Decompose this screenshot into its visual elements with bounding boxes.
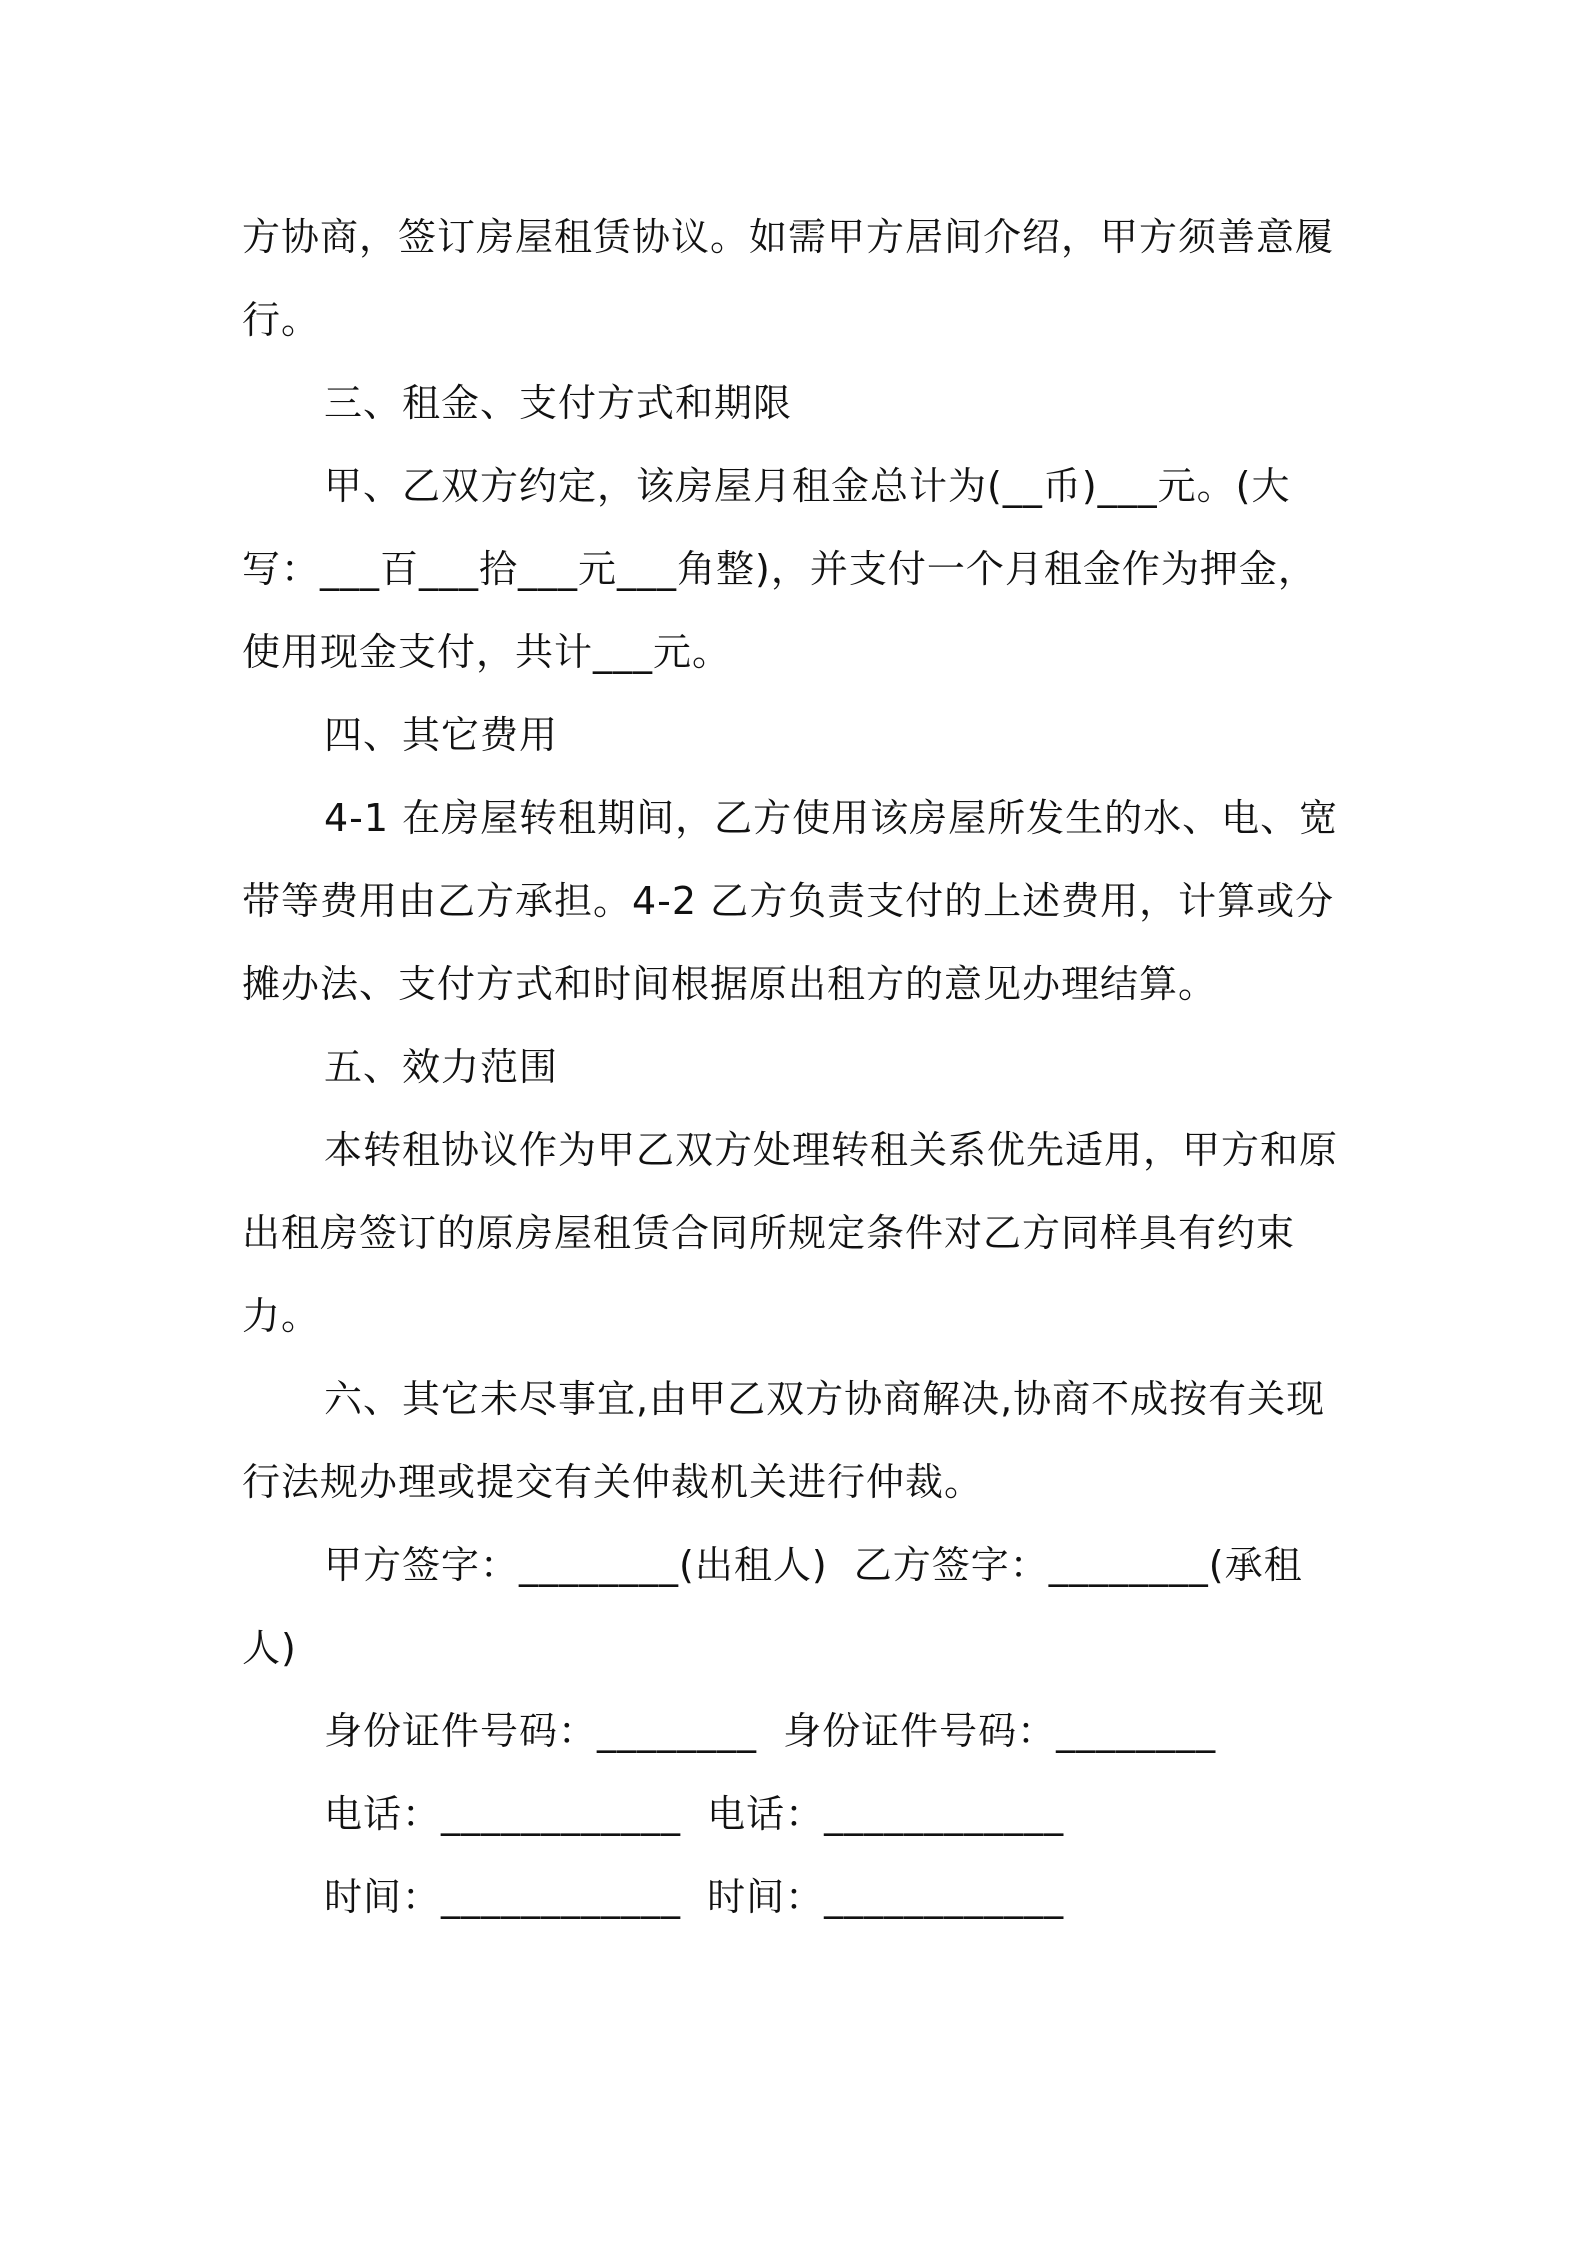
paragraph-line: 行法规办理或提交有关仲裁机关进行仲裁。: [242, 1460, 984, 1504]
paragraph-line: 使用现金支付，共计___元。: [242, 630, 732, 674]
paragraph-line: 出租房签订的原房屋租赁合同所规定条件对乙方同样具有约束: [242, 1211, 1296, 1255]
phone-line: 电话：____________ 电话：____________: [324, 1792, 1065, 1836]
signature-line: 甲方签字：________(出租人) 乙方签字：________(承租: [324, 1543, 1303, 1587]
paragraph-line: 4-1 在房屋转租期间，乙方使用该房屋所发生的水、电、宽: [324, 796, 1339, 840]
section-heading-other-fees: 四、其它费用: [324, 713, 559, 757]
id-number-line: 身份证件号码：________ 身份证件号码：________: [324, 1709, 1217, 1753]
paragraph-line: 力。: [242, 1294, 321, 1338]
paragraph-line: 六、其它未尽事宜,由甲乙双方协商解决,协商不成按有关现: [324, 1377, 1326, 1421]
section-heading-scope: 五、效力范围: [324, 1045, 559, 1089]
paragraph-line: 甲、乙双方约定，该房屋月租金总计为(__币)___元。(大: [324, 464, 1291, 508]
date-line: 时间：____________ 时间：____________: [324, 1875, 1065, 1919]
signature-line: 人): [242, 1626, 297, 1670]
paragraph-line: 行。: [242, 298, 321, 342]
paragraph-line: 摊办法、支付方式和时间根据原出租方的意见办理结算。: [242, 962, 1218, 1006]
paragraph-line: 带等费用由乙方承担。4-2 乙方负责支付的上述费用，计算或分: [242, 879, 1335, 923]
paragraph-line: 写：___百___拾___元___角整)，并支付一个月租金作为押金，: [242, 547, 1317, 591]
document-body: [242, 196, 1358, 1939]
paragraph-line: 方协商，签订房屋租赁协议。如需甲方居间介绍，甲方须善意履: [242, 215, 1335, 259]
section-heading-rent: 三、租金、支付方式和期限: [324, 381, 793, 425]
paragraph-line: 本转租协议作为甲乙双方处理转租关系优先适用，甲方和原: [324, 1128, 1339, 1172]
